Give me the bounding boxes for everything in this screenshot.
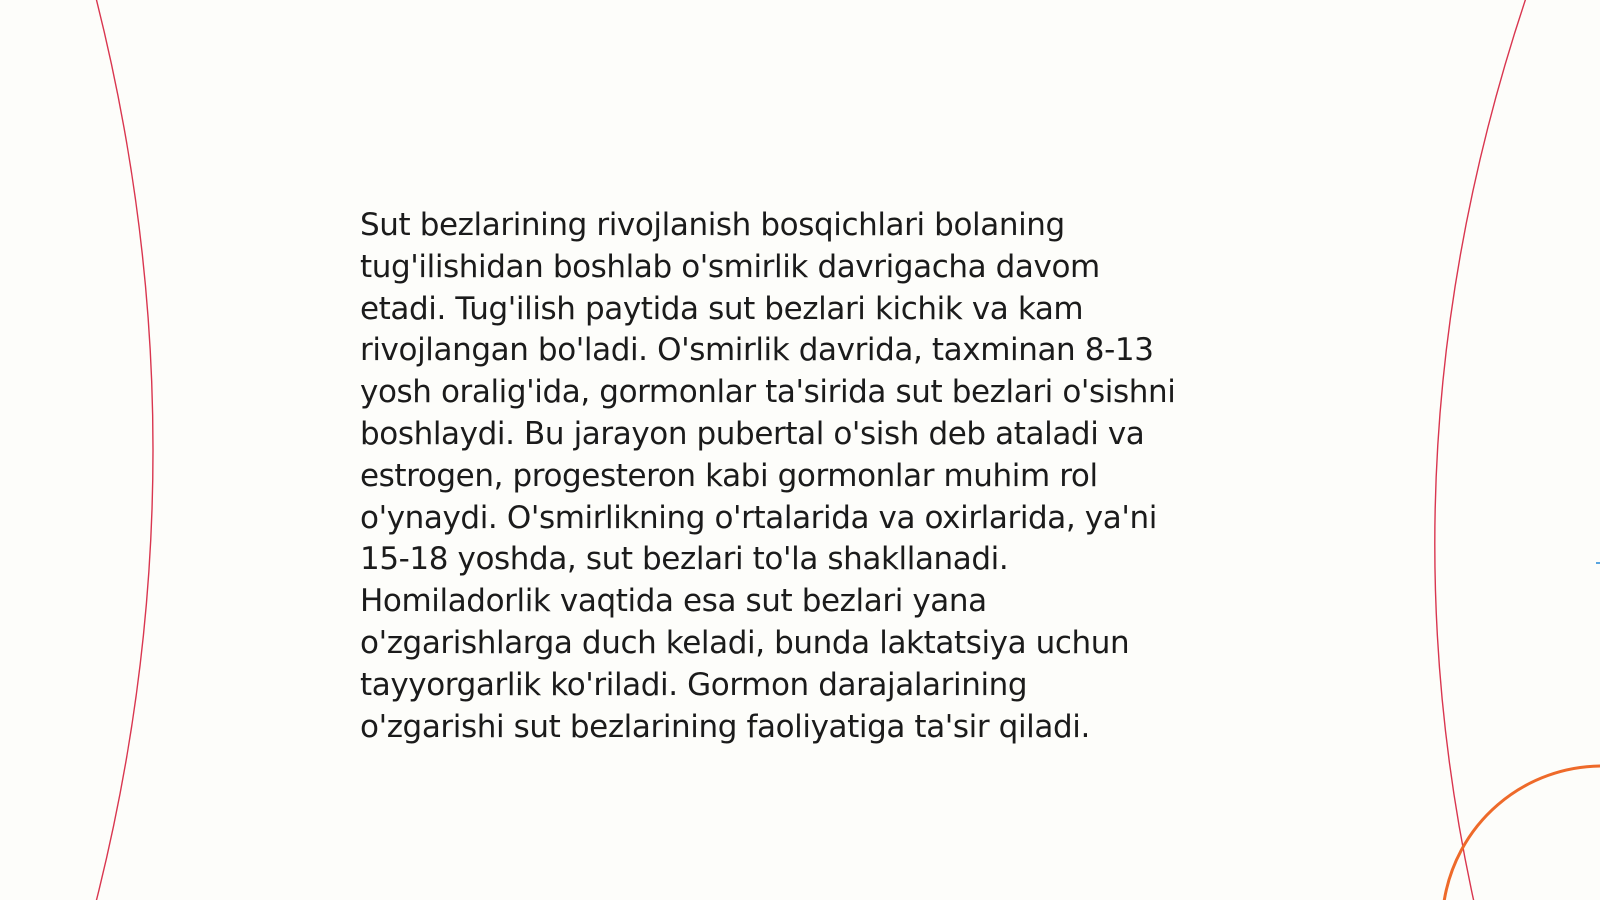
right-red-curve <box>1435 0 1526 900</box>
left-red-curve <box>96 0 153 900</box>
orange-arc <box>1444 766 1600 900</box>
body-paragraph: Sut bezlarining rivojlanish bosqichlari bolaning tug'ilishidan boshlab o'smirlik davrigacha davom etadi. Tug'ilish paytida sut bezlari kichik va kam rivojlangan bo'ladi. O'smirlik davrida, taxminan 8-13 yosh oralig'ida, gormonlar ta'sirida sut bezlari o'sishni boshlaydi. Bu jarayon pubertal o'sish deb ataladi va estrogen, progesteron kabi gormonlar muhim rol o'ynaydi. O'smirlikning o'rtalarida va oxirlarida, ya'ni 15-18 yoshda, sut bezlari to'la shakllanadi. Homiladorlik vaqtida esa sut bezlari yana o'zgarishlarga duch keladi, bunda laktatsiya uchun tayyorgarlik ko'riladi. Gormon darajalarining o'zgarishi sut bezlarining faoliyatiga ta'sir qiladi. <box>360 207 1176 745</box>
